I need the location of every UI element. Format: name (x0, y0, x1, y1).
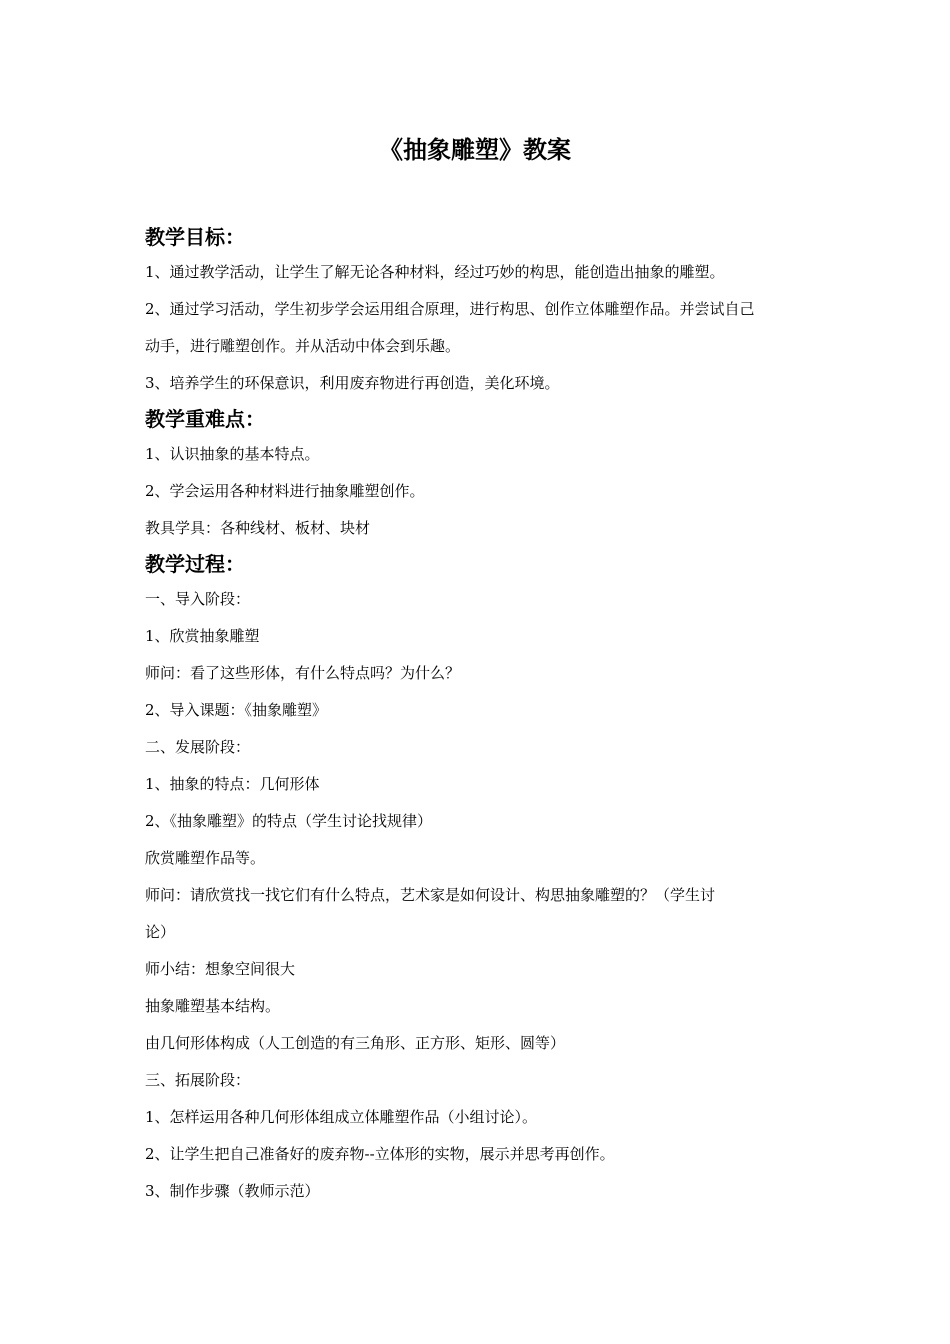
objectives-line-3: 动手，进行雕塑创作。并从活动中体会到乐趣。 (145, 337, 461, 355)
process-line-17: 3、制作步骤（教师示范） (145, 1182, 320, 1200)
key-points-heading: 教学重难点： (145, 407, 265, 431)
process-line-12: 抽象雕塑基本结构。 (145, 997, 281, 1015)
process-line-6: 1、抽象的特点：几何形体 (145, 775, 320, 793)
process-line-14: 三、拓展阶段： (145, 1071, 251, 1089)
document-body (145, 220, 815, 1210)
process-line-16: 2、让学生把自己准备好的废弃物--立体形的实物，展示并思考再创作。 (145, 1145, 615, 1163)
process-line-7: 2、《抽象雕塑》的特点（学生讨论找规律） (145, 812, 433, 830)
process-line-5: 二、发展阶段： (145, 738, 251, 756)
process-line-4: 2、导入课题：《抽象雕塑》 (145, 701, 328, 719)
process-line-11: 师小结：想象空间很大 (145, 960, 296, 978)
objectives-heading: 教学目标： (145, 225, 245, 249)
objectives-line-4: 3、培养学生的环保意识，利用废弃物进行再创造，美化环境。 (145, 374, 560, 392)
process-line-3: 师问：看了这些形体，有什么特点吗？为什么？ (145, 664, 461, 682)
process-line-15: 1、怎样运用各种几何形体组成立体雕塑作品（小组讨论）。 (145, 1108, 538, 1126)
process-line-1: 一、导入阶段： (145, 590, 251, 608)
objectives-line-2: 2、通过学习活动，学生初步学会运用组合原理，进行构思、创作立体雕塑作品。并尝试自己 (145, 300, 755, 318)
process-line-10: 论） (145, 923, 176, 941)
key-points-line-2: 2、学会运用各种材料进行抽象雕塑创作。 (145, 482, 425, 500)
process-line-9: 师问：请欣赏找一找它们有什么特点，艺术家是如何设计、构思抽象雕塑的？（学生讨 (145, 886, 716, 904)
process-heading: 教学过程： (145, 552, 245, 576)
document-title: 《抽象雕塑》教案 (379, 136, 571, 164)
teaching-aids-line: 教具学具：各种线材、板材、块材 (145, 519, 371, 537)
process-line-13: 由几何形体构成（人工创造的有三角形、正方形、矩形、圆等） (145, 1034, 566, 1052)
process-line-8: 欣赏雕塑作品等。 (145, 849, 266, 867)
objectives-line-1: 1、通过教学活动，让学生了解无论各种材料，经过巧妙的构思，能创造出抽象的雕塑。 (145, 263, 725, 281)
process-line-2: 1、欣赏抽象雕塑 (145, 627, 260, 645)
key-points-line-1: 1、认识抽象的基本特点。 (145, 445, 320, 463)
